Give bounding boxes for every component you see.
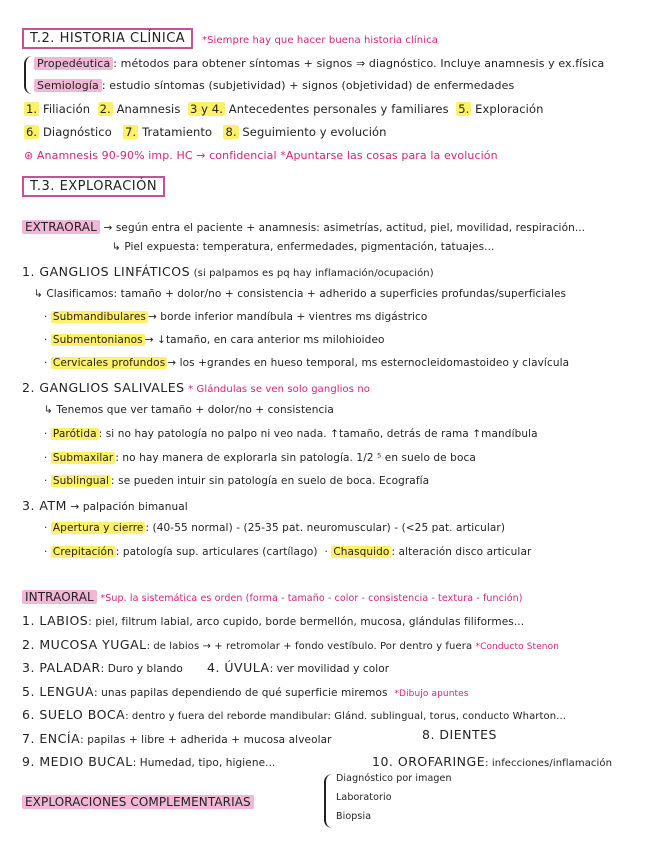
extraoral-line: EXTRAORAL → según entra el paciente + anamnesis: asimetrías, actitud, piel, movilidad, respiración... [22,220,585,234]
t2-warning: ⊛ Anamnesis 90-90% imp. HC → confidencial *Apuntarse las cosas para la evolución [24,149,498,162]
intraoral-medio-bucal: 9. MEDIO BUCAL: Humedad, tipo, higiene... [22,754,276,769]
apertura-line: · Apertura y cierre : (40-55 normal) - (25-35 pat. neuromuscular) - (<25 pat. articular) [44,522,506,534]
complementarias-item: Diagnóstico por imagen [336,773,452,784]
clasificamos-line: ↳ Clasificamos: tamaño + dolor/no + consistencia + adherido a superficies profundas/superficiales [34,288,567,300]
brace-t2 [24,56,32,94]
ganglios-salivales: 2. GANGLIOS SALIVALES * Glándulas se ven solo ganglios no [22,380,371,395]
intraoral-dientes: 8. DIENTES [422,727,497,742]
semiologia-line: Semiología : estudio síntomas (subjetividad) + signos (objetividad) de enfermedades [34,79,514,92]
intraoral-lengua: 5. LENGUA: unas papilas dependiendo de qué superficie miremos *Dibujo apuntes [22,684,469,699]
section-title-t2: T.2. HISTORIA CLÍNICA [22,28,193,49]
crepitacion-line: · Crepitación : patología sup. articulares (cartílago) · Chasquido : alteración disco articular [44,546,532,558]
intraoral-encia: 7. ENCÍA: papilas + libre + adherida + mucosa alveolar [22,731,332,746]
salivales-line: ↳ Tenemos que ver tamaño + dolor/no + consistencia [44,404,334,416]
steps-line-1: 1. Filiación 2. Anamnesis 3 y 4. Antecedentes personales y familiares 5. Exploración [26,102,544,116]
intraoral-paladar: 3. PALADAR: Duro y blando 4. ÚVULA: ver movilidad y color [22,660,390,675]
brace-complementarias [324,774,332,828]
sublingual-line: · Sublingual : se pueden intuir sin patología en suelo de boca. Ecografía [44,475,430,487]
submentonianos-line: · Submentonianos → ↓tamaño, en cara anterior ms milohioideo [44,334,385,346]
atm-line: 3. ATM → palpación bimanual [22,498,188,513]
intraoral-labios: 1. LABIOS: piel, filtrum labial, arco cupido, borde bermellón, mucosa, glándulas filiformes... [22,613,525,628]
complementarias-item: Laboratorio [336,792,392,803]
complementarias-label: EXPLORACIONES COMPLEMENTARIAS [22,795,254,809]
cervicales-line: · Cervicales profundos → los +grandes en hueso temporal, ms esternocleidomastoideo y clavícula [44,357,570,369]
intraoral-line: INTRAORAL *Sup. la sistemática es orden (forma - tamaño - color - consistencia - textura - función) [22,590,523,604]
extraoral-skin: ↳ Piel expuesta: temperatura, enfermedades, pigmentación, tatuajes... [112,241,495,253]
steps-line-2: 6. Diagnóstico 7. Tratamiento 8. Seguimiento y evolución [26,125,387,139]
parotida-line: · Parótida : si no hay patología no palpo ni veo nada. ↑tamaño, detrás de rama ↑mandíbula [44,428,538,440]
intraoral-orofaringe: 10. OROFARINGE: infecciones/inflamación [372,754,613,769]
intraoral-mucosa: 2. MUCOSA YUGAL: de labios → + retromolar + fondo vestíbulo. Por dentro y fuera *Conducto Stenon [22,637,560,652]
t2-note: *Siempre hay que hacer buena historia clínica [202,35,438,46]
propedeutica-line: Propedéutica : métodos para obtener síntomas + signos ⇒ diagnóstico. Incluye anamnesis y ex.física [34,57,604,70]
section-title-t3: T.3. EXPLORACIÓN [22,176,165,197]
complementarias-item: Biopsia [336,811,372,822]
ganglios-linfaticos: 1. GANGLIOS LINFÁTICOS (si palpamos es pq hay inflamación/ocupación) [22,264,434,279]
submaxilar-line: · Submaxilar : no hay manera de explorarla sin patología. 1/2 ⁵ en suelo de boca [44,452,476,464]
submandibulares-line: · Submandibulares → borde inferior mandíbula + vientres ms digástrico [44,311,428,323]
intraoral-suelo: 6. SUELO BOCA: dentro y fuera del reborde mandibular: Glánd. sublingual, torus, conducto Wharton... [22,707,567,722]
